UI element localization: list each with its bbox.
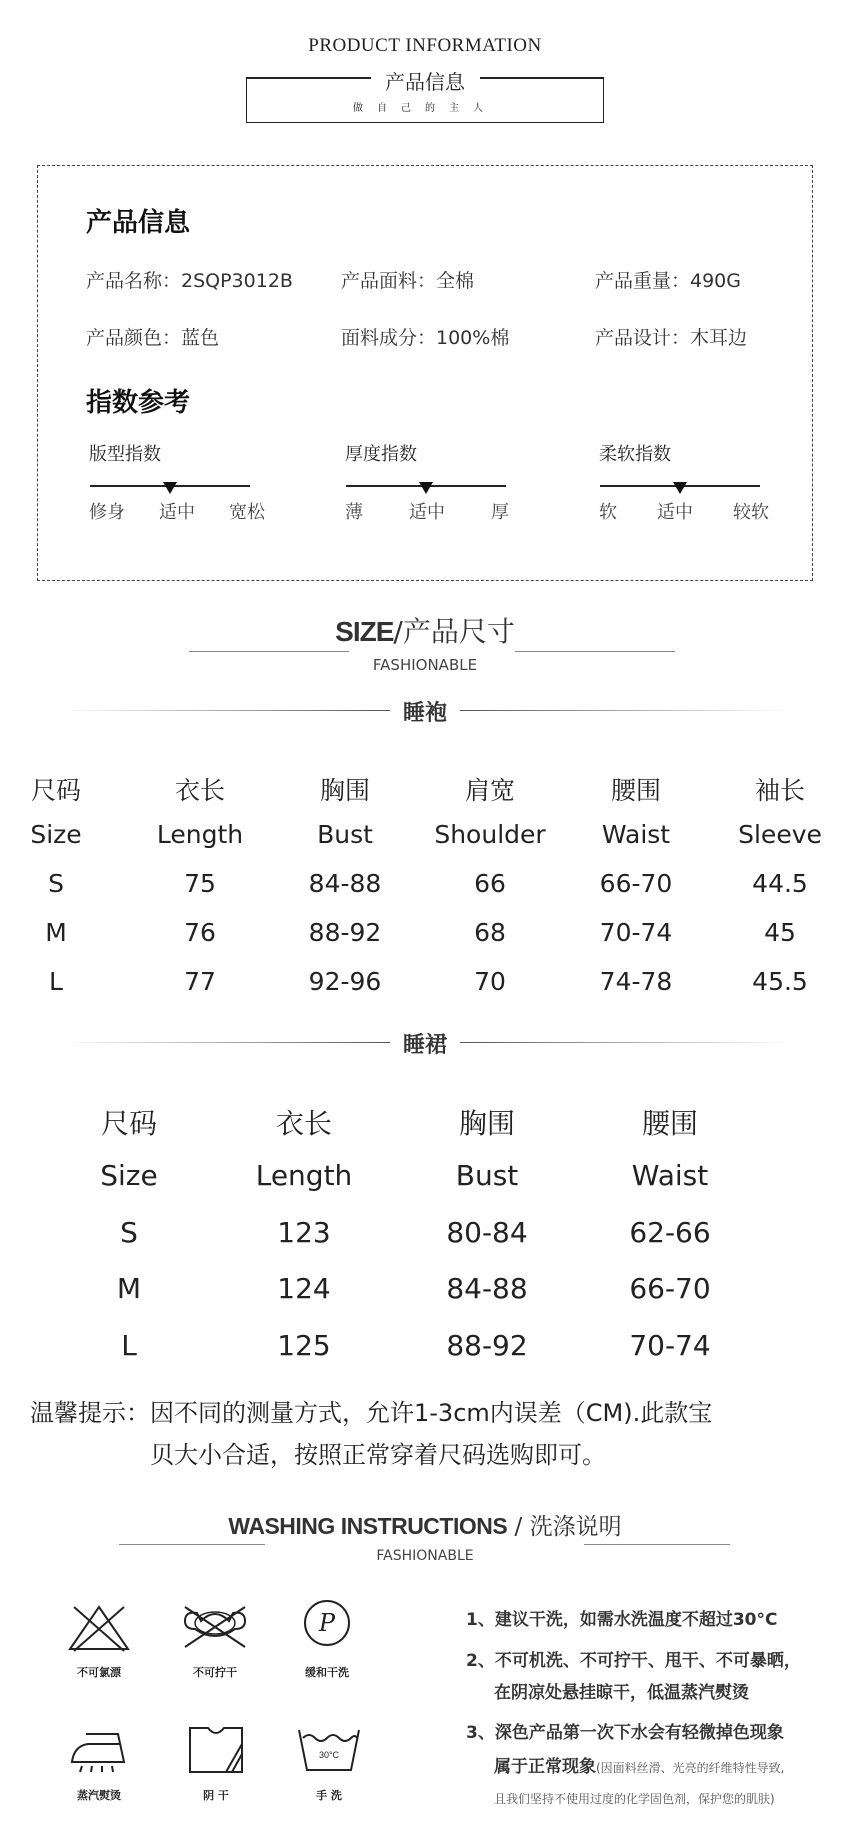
robe-header-cell: 袖长	[754, 776, 806, 805]
no-wring-icon	[175, 1603, 255, 1653]
skirt-table-cell: 124	[277, 1272, 331, 1305]
skirt-table-cell: 66-70	[629, 1272, 711, 1305]
washing-rule-right	[584, 1544, 730, 1545]
hand-wash-icon	[297, 1726, 361, 1774]
washing-title	[0, 1508, 850, 1541]
skirt-table-cell: 125	[277, 1329, 331, 1362]
skirt-header-cell: 衣长	[275, 1107, 333, 1140]
robe-table-cell: S	[48, 869, 64, 898]
skirt-label: 睡裙	[402, 1033, 447, 1058]
meter-softness-min: 软	[599, 502, 617, 523]
skirt-table-cell: 80-84	[446, 1216, 528, 1249]
meter-fit-min: 修身	[89, 502, 125, 523]
meter-thickness-label: 厚度指数	[345, 444, 417, 465]
steam-iron-icon	[68, 1728, 132, 1774]
skirt-header-cell: 胸围	[458, 1107, 516, 1140]
robe-table-cell: 77	[184, 967, 216, 996]
robe-table-cell: 84-88	[308, 869, 382, 898]
robe-header-cell: Shoulder	[434, 820, 546, 849]
no-bleach-icon	[66, 1603, 132, 1653]
skirt-table-cell: S	[120, 1216, 138, 1249]
washing-title-en: WASHING INSTRUCTIONS	[228, 1513, 508, 1539]
info-product-name: 产品名称：2SQP3012B	[86, 270, 293, 292]
wash-note-2b: 在阴凉处悬挂晾干，低温蒸汽熨烫	[494, 1683, 749, 1703]
robe-label: 睡袍	[402, 701, 447, 726]
shade-dry-icon	[186, 1724, 246, 1776]
info-design: 产品设计：木耳边	[595, 327, 748, 349]
meter-fit-max: 宽松	[229, 502, 265, 523]
robe-table-cell: 66-70	[599, 869, 673, 898]
skirt-header-cell: 腰围	[641, 1107, 699, 1140]
robe-table-cell: 74-78	[599, 967, 673, 996]
meter-thickness-mid: 适中	[409, 502, 445, 523]
washing-title-cn: / 洗涤说明	[507, 1514, 622, 1540]
washing-subtitle: FASHIONABLE	[376, 1548, 474, 1564]
skirt-table-cell: M	[116, 1272, 142, 1305]
wash-note-2a: 2、不可机洗、不可拧干、甩干、不可暴晒，	[466, 1651, 801, 1671]
robe-table-cell: 92-96	[308, 967, 382, 996]
gentle-dry-clean-caption: 缓和干洗	[305, 1666, 349, 1679]
wash-note-3b	[494, 1750, 785, 1785]
meter-softness-mid: 适中	[657, 502, 693, 523]
skirt-header-cell: Size	[100, 1159, 158, 1192]
skirt-header-cell: 尺码	[100, 1107, 158, 1140]
robe-header-cell: Waist	[601, 820, 671, 849]
robe-table-cell: L	[49, 967, 63, 996]
meter-softness-label: 柔软指数	[599, 444, 671, 465]
robe-table-cell: 75	[184, 869, 216, 898]
robe-header-cell: Bust	[317, 820, 373, 849]
header-en-title: PRODUCT INFORMATION	[308, 35, 542, 56]
meter-softness-max: 较软	[733, 502, 769, 523]
wash-note-3a: 3、深色产品第一次下水会有轻微掉色现象	[466, 1723, 784, 1743]
wash-note-3b-small: (因面料丝滑、光亮的纤维特性导致,	[596, 1761, 785, 1775]
robe-header-cell: Sleeve	[738, 820, 822, 849]
wash-note-3b-main: 属于正常现象	[494, 1757, 596, 1777]
info-fabric: 产品面料：全棉	[341, 270, 475, 292]
robe-table-cell: 76	[184, 918, 216, 947]
meter-fit-mid: 适中	[159, 502, 195, 523]
robe-header-cell: 衣长	[174, 776, 226, 805]
info-weight: 产品重量：490G	[595, 270, 741, 292]
meter-thickness-min: 薄	[345, 502, 363, 523]
robe-table-cell: 45	[764, 918, 796, 947]
header-cn-title: 产品信息	[385, 70, 465, 94]
no-bleach-caption: 不可氯漂	[77, 1666, 121, 1679]
robe-table-cell: 68	[474, 918, 506, 947]
no-wring-caption: 不可拧干	[193, 1666, 237, 1679]
skirt-table-cell: 84-88	[446, 1272, 528, 1305]
washing-rule-left	[119, 1544, 265, 1545]
skirt-table-cell: 62-66	[629, 1216, 711, 1249]
gentle-dry-clean-icon	[304, 1600, 350, 1646]
size-tip-line1: 温馨提示：因不同的测量方式，允许1-3cm内误差（CM).此款宝	[30, 1399, 713, 1427]
skirt-header-cell: Bust	[455, 1159, 519, 1192]
robe-header-cell: 腰围	[610, 776, 662, 805]
hand-wash-caption: 手 洗	[316, 1789, 342, 1802]
robe-header-cell: Size	[30, 820, 82, 849]
index-heading: 指数参考	[86, 388, 191, 418]
skirt-table-cell: 70-74	[629, 1329, 711, 1362]
robe-table-cell: 70-74	[599, 918, 673, 947]
size-subtitle: FASHIONABLE	[372, 656, 478, 674]
size-tip	[30, 1392, 820, 1476]
robe-header-cell: 胸围	[319, 776, 371, 805]
info-heading: 产品信息	[86, 208, 191, 238]
robe-header-cell: 肩宽	[464, 776, 516, 805]
robe-table-cell: 66	[474, 869, 506, 898]
gentle-dry-clean-glyph: P	[318, 1609, 336, 1637]
info-color: 产品颜色：蓝色	[86, 327, 220, 349]
robe-header-cell: Length	[156, 820, 244, 849]
robe-table-cell: M	[45, 918, 67, 947]
skirt-header-cell: Length	[255, 1159, 353, 1192]
size-title-en: SIZE	[335, 616, 394, 647]
info-composition: 面料成分：100%棉	[341, 327, 510, 349]
wash-note-3c: 且我们坚持不使用过度的化学固色剂，保护您的肌肤)	[494, 1792, 775, 1806]
size-tip-line2: 贝大小合适，按照正常穿着尺码选购即可。	[150, 1441, 606, 1469]
robe-header-cell: 尺码	[30, 776, 82, 805]
shade-dry-caption: 阴 干	[203, 1789, 229, 1802]
robe-table-cell: 88-92	[308, 918, 382, 947]
wash-note-1: 1、建议干洗，如需水洗温度不超过30°C	[466, 1610, 778, 1630]
robe-table-cell: 44.5	[752, 869, 808, 898]
meter-fit-label: 版型指数	[89, 444, 161, 465]
skirt-table-cell: 88-92	[446, 1329, 528, 1362]
skirt-table-cell: 123	[277, 1216, 331, 1249]
skirt-header-cell: Waist	[631, 1159, 709, 1192]
header-cn-subtitle: 做自己的主人	[353, 103, 497, 114]
meter-thickness-max: 厚	[491, 502, 509, 523]
hand-wash-temp: 30°C	[318, 1750, 340, 1760]
steam-iron-caption: 蒸汽熨烫	[77, 1789, 121, 1802]
size-title-cn: /产品尺寸	[393, 615, 515, 648]
robe-table-cell: 70	[474, 967, 506, 996]
skirt-table-cell: L	[121, 1329, 137, 1362]
robe-table-cell: 45.5	[752, 967, 808, 996]
